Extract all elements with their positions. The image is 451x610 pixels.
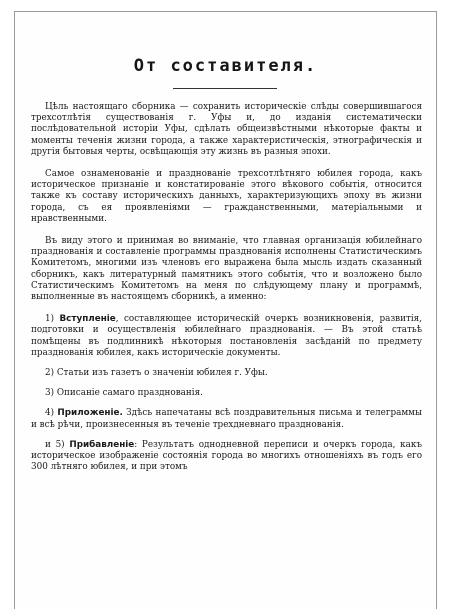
item-number: 2) [45,368,55,379]
item-text: Статьи изъ газетъ о значеніи юбилея г. Уфы. [56,368,268,379]
document-body [31,102,422,482]
item-text: Здѣсь напечатаны всѣ поздравительныя письма и телеграммы и всѣ рѣчи, произнесенныя въ теченіе трехдневнаго празднованія. [31,408,423,430]
title-underline [173,88,277,89]
item-number: 1) [45,314,55,325]
item-text: : Результатъ однодневной переписи и очеркъ города, какъ историческое изображеніе состоянія города во многихъ отношеніяхъ въ годъ его 300 лѣтняго юбилея, и при этомъ [31,439,423,473]
item-lead: Прибавленіе [69,439,135,450]
item-lead: Приложеніе. [57,408,123,419]
paragraph-3: Въ виду этого и принимая во вниманіе, что главная организація юбилейнаго празднованія и составленіе программы празднованія исполнены Статистическимъ Комитетомъ, многими изъ членовъ его выражена была мысль издать сказанный сборникъ, какъ литературный памятникъ этого событія, что и возложено было Статистическимъ Комитетомъ на меня по слѣдующему плану и программѣ, выполненные въ настоящемъ сборникѣ, а именно: [31,236,422,303]
paragraph-2: Самое ознаменованіе и празднованіе трехсотлѣтняго юбилея города, какъ историческое признаніе и констатированіе этого вѣкового событія, относится также къ составу историческихъ данныхъ, характеризующихъ эпоху въ жизни города, съ ея проявленіями — гражданственными, матеріальными и нравственными. [31,169,422,224]
document-page [14,11,437,609]
item-lead: Вступленіе [59,314,116,325]
list-item-5 [31,440,422,474]
item-text: Описаніе самаго празднованія. [56,388,203,399]
item-number: 3) [45,388,55,399]
item-number: 4) [45,408,55,419]
page-title: От составителя. [133,56,318,76]
list-item-3 [31,388,422,399]
list-item-2 [31,368,422,379]
item-text: , составляющее историческій очеркъ возникновенія, развитія, подготовки и осуществленія юбилейнаго празднованія. — Въ этой статьѣ помѣщены въ подлинникѣ нѣкоторыя постановленія засѣданій по предмету празднованія юбилея, какъ историческіе документы. [31,314,422,358]
list-item-4 [31,408,422,430]
list-item-1 [31,314,422,359]
paragraph-1: Цѣль настоящаго сборника — сохранить историческіе слѣды совершившагося трехсотлѣтія существованія г. Уфы и, до изданія систематически послѣдовательной исторіи Уфы, сдѣлать общеизвѣстными нѣкоторые факты и моменты теченія жизни города, а также характеристическія, этнографическія и другія бытовыя черты, освѣщающія эту жизнь въ разныя эпохи. [31,102,422,157]
item-number: и 5) [45,439,65,450]
